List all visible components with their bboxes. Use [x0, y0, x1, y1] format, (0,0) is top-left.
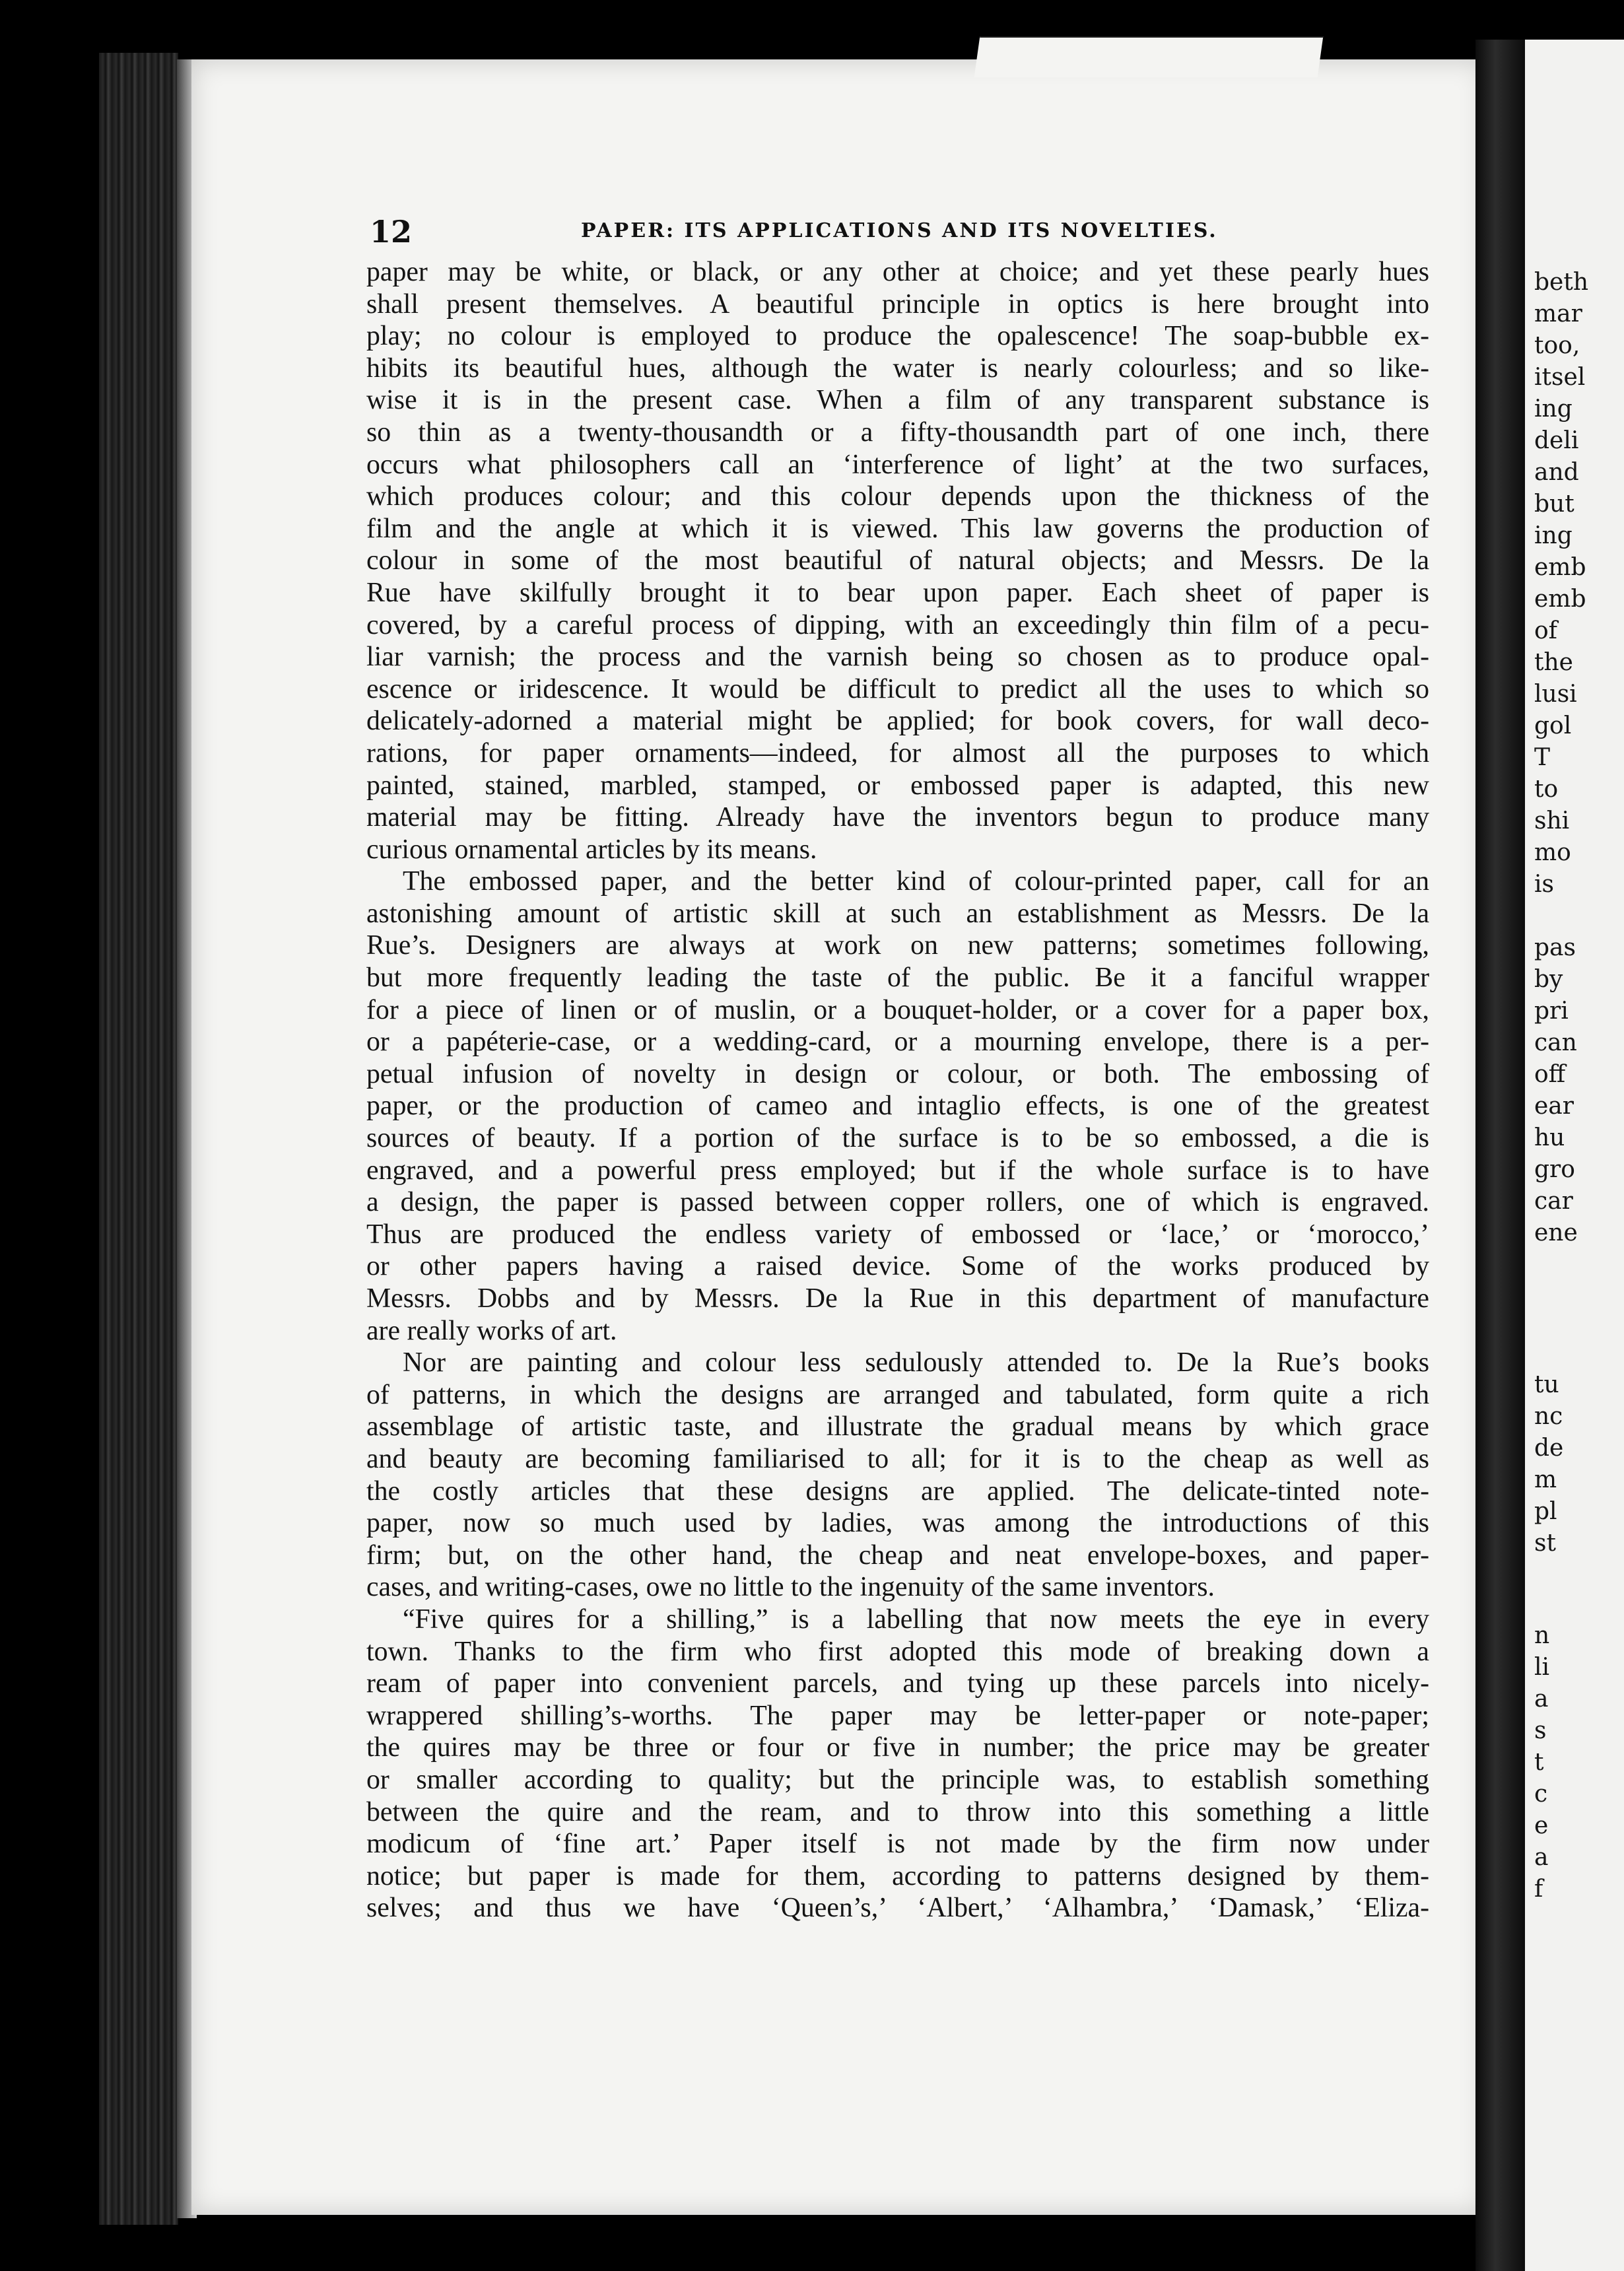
- page-number: 12: [370, 214, 413, 250]
- text-line: wise it is in the present case. When a film of any transparent substance is: [366, 385, 1429, 416]
- text-line: painted, stained, marbled, stamped, or embossed paper is adapted, this new: [366, 770, 1429, 801]
- facing-page-text-fragment: ene: [1534, 1219, 1578, 1246]
- facing-page-text-fragment: t: [1534, 1749, 1544, 1776]
- facing-page-text-fragment: beth: [1534, 269, 1589, 296]
- facing-page-text-fragment: a: [1534, 1844, 1549, 1871]
- facing-page-text-fragment: can: [1534, 1029, 1577, 1056]
- facing-page-text-fragment: but: [1534, 491, 1574, 518]
- text-line: Nor are painting and colour less sedulously attended to. De la Rue’s books: [403, 1347, 1429, 1378]
- facing-page-text-fragment: shi: [1534, 807, 1570, 834]
- text-line: but more frequently leading the taste of the public. Be it a fanciful wrapper: [366, 963, 1429, 994]
- text-line: selves; and thus we have ‘Queen’s,’ ‘Albert,’ ‘Alhambra,’ ‘Damask,’ ‘Eliza-: [366, 1893, 1429, 1924]
- text-line: colour in some of the most beautiful of natural objects; and Messrs. De la: [366, 545, 1429, 576]
- facing-page-text-fragment: of: [1534, 617, 1557, 644]
- text-line: modicum of ‘fine art.’ Paper itself is not made by the firm now under: [366, 1829, 1429, 1860]
- facing-page-text-fragment: pri: [1534, 998, 1569, 1025]
- facing-page-text-fragment: by: [1534, 966, 1563, 993]
- text-line: paper, or the production of cameo and intaglio effects, is one of the greatest: [366, 1091, 1429, 1122]
- facing-page-text-fragment: ear: [1534, 1093, 1574, 1120]
- text-line: Messrs. Dobbs and by Messrs. De la Rue in this department of manufacture: [366, 1283, 1429, 1314]
- facing-page-text-fragment: n: [1534, 1622, 1550, 1649]
- text-line: the costly articles that these designs are applied. The delicate-tinted note-: [366, 1475, 1429, 1507]
- facing-page-text-fragment: pas: [1534, 934, 1576, 961]
- facing-page-text-fragment: st: [1534, 1530, 1556, 1557]
- facing-page-text-fragment: to: [1534, 776, 1559, 803]
- text-line: shall present themselves. A beautiful principle in optics is here brought into: [366, 288, 1429, 320]
- facing-page-text-fragment: s: [1534, 1717, 1547, 1744]
- text-line: ream of paper into convenient parcels, and tying up these parcels into nicely-: [366, 1668, 1429, 1699]
- torn-page-corner: [974, 36, 1324, 77]
- facing-page-text-fragment: e: [1534, 1812, 1549, 1839]
- text-line: the quires may be three or four or five in number; the price may be greater: [366, 1732, 1429, 1763]
- text-line: a design, the paper is passed between copper rollers, one of which is engraved.: [366, 1187, 1429, 1218]
- facing-page-text-fragment: de: [1534, 1435, 1564, 1462]
- text-line: Thus are produced the endless variety of embossed or ‘lace,’ or ‘morocco,’: [366, 1219, 1429, 1250]
- book-gutter: [1475, 40, 1525, 2271]
- text-line: of patterns, in which the designs are arranged and tabulated, form quite a rich: [366, 1379, 1429, 1410]
- facing-page-text-fragment: li: [1534, 1654, 1550, 1681]
- text-line: wrappered shilling’s-worths. The paper may be letter-paper or note-paper;: [366, 1700, 1429, 1731]
- text-line: hibits its beautiful hues, although the water is nearly colourless; and so like-: [366, 353, 1429, 384]
- text-line: “Five quires for a shilling,” is a labelling that now meets the eye in every: [403, 1604, 1429, 1635]
- facing-page-text-fragment: is: [1534, 871, 1554, 898]
- facing-page-text-fragment: T: [1534, 744, 1551, 771]
- facing-page-text-fragment: too,: [1534, 332, 1580, 359]
- facing-page-text-fragment: off: [1534, 1061, 1566, 1088]
- text-line: paper may be white, or black, or any other at choice; and yet these pearly hues: [366, 257, 1429, 287]
- text-line: or a papéterie-case, or a wedding-card, or a mourning envelope, there is a per-: [366, 1027, 1429, 1058]
- text-line: assemblage of artistic taste, and illustrate the gradual means by which grace: [366, 1411, 1429, 1442]
- text-line: or other papers having a raised device. Some of the works produced by: [366, 1251, 1429, 1282]
- facing-page-text-fragment: emb: [1534, 586, 1586, 613]
- text-line: rations, for paper ornaments—indeed, for almost all the purposes to which: [366, 737, 1429, 768]
- facing-page-text-fragment: f: [1534, 1876, 1543, 1903]
- body-text: [366, 256, 1429, 1924]
- facing-page-text-fragment: and: [1534, 459, 1579, 486]
- facing-page-text-fragment: deli: [1534, 427, 1579, 454]
- facing-page-text-fragment: mar: [1534, 300, 1582, 327]
- facing-page-text-fragment: gro: [1534, 1156, 1575, 1183]
- text-line: are really works of art.: [366, 1315, 617, 1346]
- facing-page-text-fragment: emb: [1534, 554, 1586, 581]
- facing-page-text-fragment: a: [1534, 1685, 1549, 1712]
- text-line: Rue have skilfully brought it to bear upon paper. Each sheet of paper is: [366, 577, 1429, 608]
- text-line: so thin as a twenty-thousandth or a fifty-thousandth part of one inch, there: [366, 417, 1429, 448]
- facing-page-text-fragment: lusi: [1534, 681, 1577, 708]
- facing-page-text-fragment: mo: [1534, 839, 1571, 866]
- text-line: covered, by a careful process of dipping, with an exceedingly thin film of a pecu-: [366, 609, 1429, 640]
- facing-page-text-fragment: tu: [1534, 1371, 1559, 1398]
- facing-page-text-fragment: c: [1534, 1780, 1548, 1808]
- text-line: occurs what philosophers call an ‘interference of light’ at the two surfaces,: [366, 449, 1429, 480]
- text-line: petual infusion of novelty in design or colour, or both. The embossing of: [366, 1058, 1429, 1089]
- text-line: astonishing amount of artistic skill at such an establishment as Messrs. De la: [366, 898, 1429, 929]
- text-line: engraved, and a powerful press employed; but if the whole surface is to have: [366, 1155, 1429, 1186]
- text-line: town. Thanks to the firm who first adopted this mode of breaking down a: [366, 1636, 1429, 1667]
- text-line: which produces colour; and this colour depends upon the thickness of the: [366, 481, 1429, 512]
- text-line: between the quire and the ream, and to throw into this something a little: [366, 1796, 1429, 1827]
- facing-page-fragment: [1525, 40, 1624, 2271]
- text-line: notice; but paper is made for them, according to patterns designed by them-: [366, 1860, 1429, 1891]
- text-line: and beauty are becoming familiarised to all; for it is to the cheap as well as: [366, 1443, 1429, 1474]
- text-line: material may be fitting. Already have the inventors begun to produce many: [366, 802, 1429, 833]
- text-line: sources of beauty. If a portion of the surface is to be so embossed, a die is: [366, 1123, 1429, 1154]
- text-line: escence or iridescence. It would be difficult to predict all the uses to which so: [366, 673, 1429, 704]
- facing-page-text-fragment: ing: [1534, 522, 1573, 549]
- text-line: film and the angle at which it is viewed. This law governs the production of: [366, 513, 1429, 544]
- facing-page-text-fragment: ing: [1534, 395, 1573, 423]
- running-head: [370, 214, 1439, 251]
- text-line: for a piece of linen or of muslin, or a bouquet-holder, or a cover for a paper box,: [366, 994, 1429, 1025]
- facing-page-text-fragment: gol: [1534, 712, 1572, 739]
- facing-page-text-fragment: the: [1534, 649, 1573, 676]
- book-binding-edge: [99, 53, 178, 2225]
- facing-page-text-fragment: pl: [1534, 1498, 1557, 1525]
- facing-page-text-fragment: nc: [1534, 1403, 1563, 1430]
- facing-page-text-fragment: hu: [1534, 1124, 1565, 1151]
- text-line: liar varnish; the process and the varnish being so chosen as to produce opal-: [366, 642, 1429, 673]
- text-line: paper, now so much used by ladies, was among the introductions of this: [366, 1508, 1429, 1539]
- text-line: firm; but, on the other hand, the cheap and neat envelope-boxes, and paper-: [366, 1540, 1429, 1571]
- text-line: cases, and writing-cases, owe no little to the ingenuity of the same inventors.: [366, 1572, 1215, 1603]
- text-line: curious ornamental articles by its means.: [366, 834, 817, 865]
- facing-page-text-fragment: m: [1534, 1466, 1557, 1493]
- running-title: PAPER: ITS APPLICATIONS AND ITS NOVELTIES.: [581, 219, 1218, 242]
- text-line: Rue’s. Designers are always at work on new patterns; sometimes following,: [366, 930, 1429, 961]
- facing-page-text-fragment: car: [1534, 1188, 1573, 1215]
- facing-page-text-fragment: itsel: [1534, 364, 1586, 391]
- text-line: play; no colour is employed to produce the opalescence! The soap-bubble ex-: [366, 321, 1429, 352]
- text-line: delicately-adorned a material might be applied; for book covers, for wall deco-: [366, 706, 1429, 737]
- text-line: or smaller according to quality; but the principle was, to establish something: [366, 1764, 1429, 1795]
- text-line: The embossed paper, and the better kind of colour-printed paper, call for an: [403, 866, 1429, 897]
